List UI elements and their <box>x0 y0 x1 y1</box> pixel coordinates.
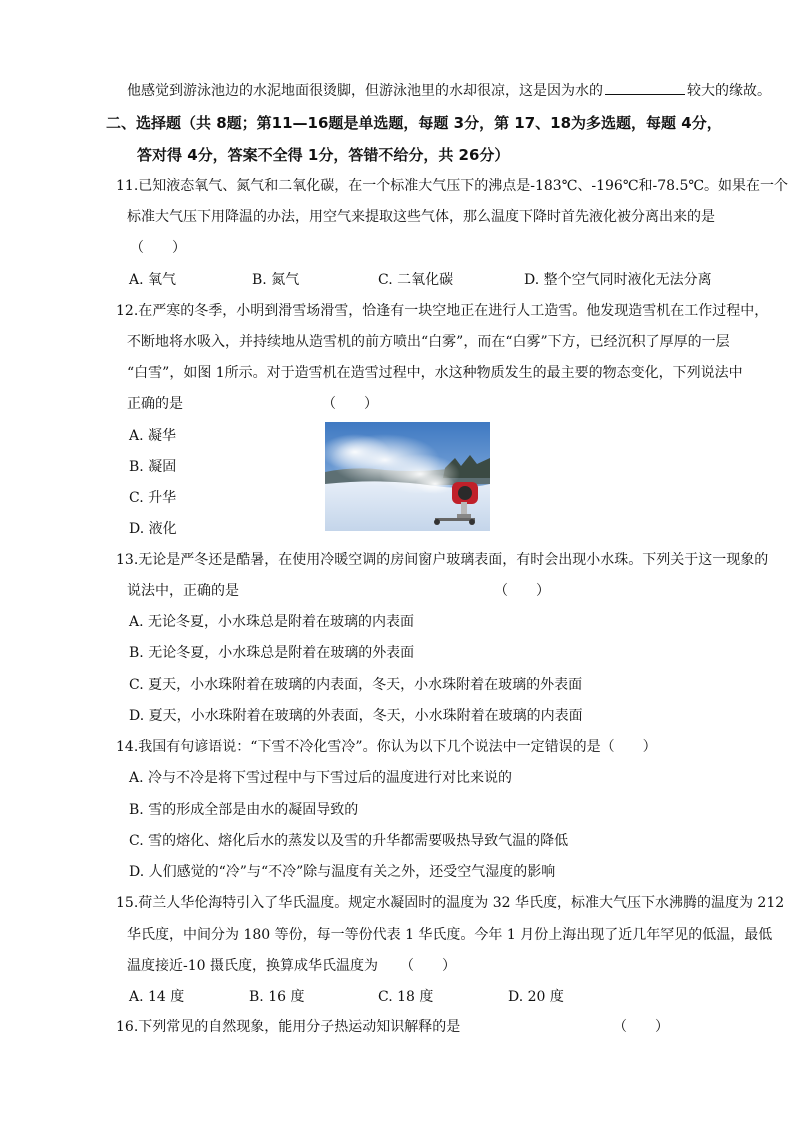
intro-line <box>127 80 771 101</box>
option-b: B. 氮气 <box>252 272 300 288</box>
section-heading-cont: 答对得 4分，答案不全得 1分，答错不给分，共 26分） <box>137 146 510 164</box>
question-12-line4: 正确的是 <box>127 396 183 412</box>
option-d: D. 夏天，小水珠附着在玻璃的外表面，冬天，小水珠附着在玻璃的内表面 <box>129 708 583 724</box>
option-b: B. 雪的形成全部是由水的凝固导致的 <box>129 802 359 818</box>
option-c: C. 升华 <box>129 490 177 506</box>
option-d: D. 液化 <box>129 521 177 537</box>
question-13: 13.无论是严冬还是酷暑，在使用冷暖空调的房间窗户玻璃表面，有时会出现小水珠。下列关于这一现象的 <box>116 552 769 568</box>
answer-blank <box>605 80 685 95</box>
option-d: D. 人们感觉的“冷”与“不冷”除与温度有关之外，还受空气湿度的影响 <box>129 864 556 880</box>
option-d: D. 20 度 <box>508 989 564 1005</box>
option-b: B. 16 度 <box>249 989 305 1005</box>
intro-text-end: 较大的缘故。 <box>687 83 771 99</box>
snow-making-machine-photo <box>325 422 490 531</box>
question-15: 15.荷兰人华伦海特引入了华氏温度。规定水凝固时的温度为 32 华氏度，标准大气压下水沸腾的温度为 212 <box>116 895 785 911</box>
question-13-line2: 说法中，正确的是 <box>127 583 239 599</box>
section-heading: 二、选择题（共 8题；第11—16题是单选题，每题 3分，第 17、18为多选题，每题 4分， <box>106 114 722 132</box>
option-a: A. 冷与不冷是将下雪过程中与下雪过后的温度进行对比来说的 <box>129 770 513 786</box>
question-12: 12.在严寒的冬季，小明到滑雪场滑雪，恰逢有一块空地正在进行人工造雪。他发现造雪机在工作过程中， <box>116 303 769 319</box>
question-16: 16.下列常见的自然现象，能用分子热运动知识解释的是 <box>116 1019 461 1035</box>
option-a: A. 14 度 <box>129 989 185 1005</box>
option-c: C. 18 度 <box>378 989 434 1005</box>
option-c: C. 二氧化碳 <box>378 272 454 288</box>
option-c: C. 雪的熔化、熔化后水的蒸发以及雪的升华都需要吸热导致气温的降低 <box>129 833 569 849</box>
question-14: 14.我国有句谚语说：“下雪不冷化雪冷”。你认为以下几个说法中一定错误的是（ ） <box>116 739 657 755</box>
option-c: C. 夏天，小水珠附着在玻璃的内表面，冬天，小水珠附着在玻璃的外表面 <box>129 677 583 693</box>
option-a: A. 无论冬夏，小水珠总是附着在玻璃的内表面 <box>129 614 415 630</box>
option-d: D. 整个空气同时液化无法分离 <box>524 272 712 288</box>
question-12-line2: 不断地将水吸入，并持续地从造雪机的前方喷出“白雾”，而在“白雾”下方，已经沉积了厚厚的一层 <box>127 334 730 350</box>
answer-paren: （ ） <box>613 1019 669 1035</box>
question-12-line3: “白雪”，如图 1所示。对于造雪机在造雪过程中，水这种物质发生的最主要的物态变化，下列说法中 <box>127 365 743 381</box>
answer-paren: （ ） <box>322 396 378 412</box>
question-15-line3: 温度接近-10 摄氏度，换算成华氏温度为 <box>127 958 378 974</box>
intro-text: 他感觉到游泳池边的水泥地面很烫脚，但游泳池里的水却很凉，这是因为水的 <box>127 83 603 99</box>
question-15-line2: 华氏度，中间分为 180 等份，每一等份代表 1 华氏度。今年 1 月份上海出现了近几年罕见的低温，最低 <box>127 927 773 943</box>
answer-paren: （ ） <box>494 583 550 599</box>
answer-paren: （ ） <box>130 240 186 256</box>
question-11-line2: 标准大气压下用降温的办法，用空气来提取这些气体，那么温度下降时首先液化被分离出来的是 <box>127 209 715 225</box>
question-11: 11.已知液态氧气、氮气和二氧化碳，在一个标准大气压下的沸点是-183℃、-196℃和-78.5℃。如果在一个 <box>116 178 789 194</box>
option-b: B. 无论冬夏，小水珠总是附着在玻璃的外表面 <box>129 645 415 661</box>
option-a: A. 凝华 <box>129 428 177 444</box>
option-b: B. 凝固 <box>129 459 177 475</box>
answer-paren: （ ） <box>400 958 456 974</box>
option-a: A. 氧气 <box>129 272 177 288</box>
